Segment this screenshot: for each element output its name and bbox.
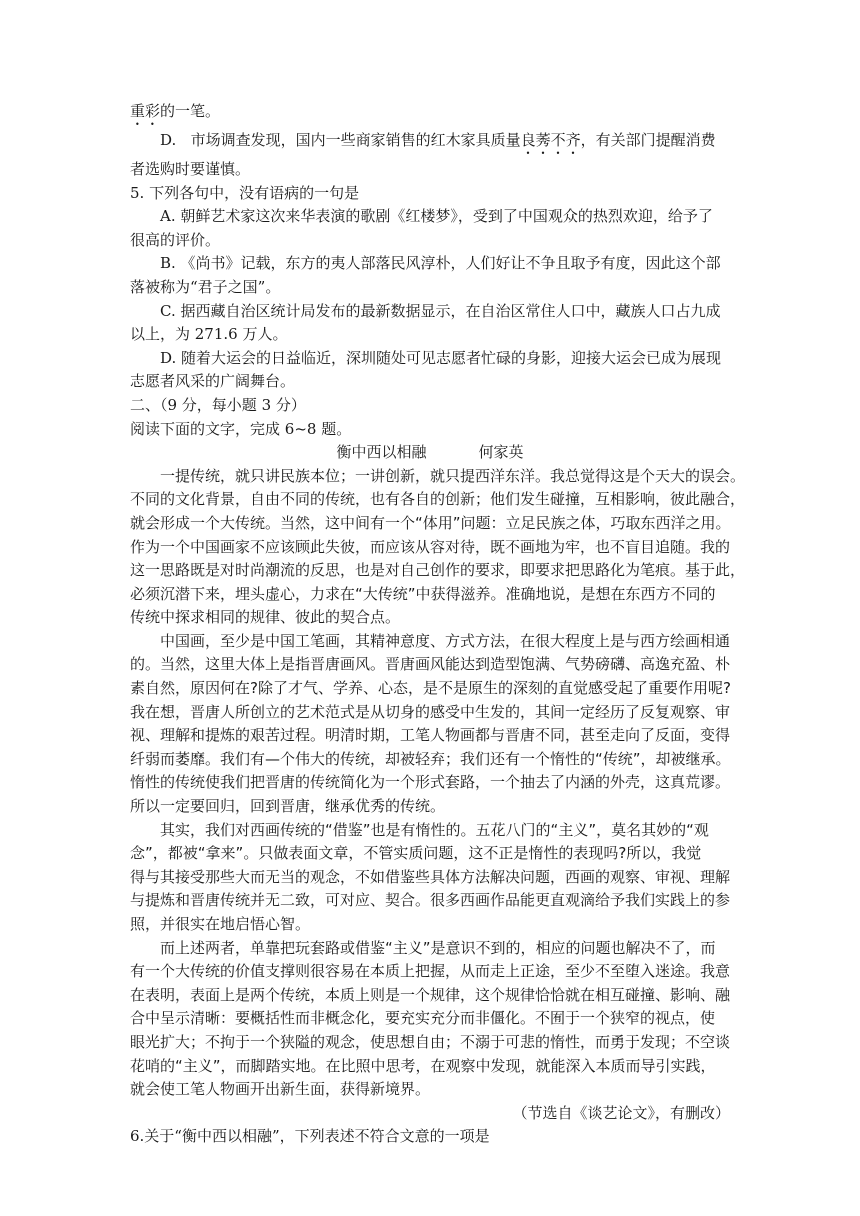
- q4-tail-line: [130, 100, 730, 129]
- q5-option-c-cont: 以上，为 271.6 万人。: [130, 325, 288, 344]
- q5-stem: 5. 下列各句中，没有语病的一句是: [130, 183, 360, 202]
- paragraph-line: 照，并很实在地启悟心智。: [130, 915, 311, 933]
- paragraph-line: 念”，都被“拿来”。只做表面文章，不管实质问题，这不正是惰性的表现吗?所以，我觉: [130, 844, 702, 863]
- paragraph-line: 就会使工笔人物画开出新生面，获得新境界。: [130, 1080, 431, 1099]
- q4-option-d: [130, 129, 730, 158]
- paragraph-line: 所以一定要回归，回到晋唐，继承优秀的传统。: [130, 797, 446, 816]
- section-instruction: 阅读下面的文字，完成 6~8 题。: [130, 419, 352, 438]
- paragraph-line: 视、理解和提炼的艰苦过程。明清时期，工笔人物画都与晋唐不同，甚至走向了反面，变得: [130, 726, 731, 745]
- paragraph-line: 的。当然，这里大体上是指晋唐画风。晋唐画风能达到造型饱满、气势磅礴、高逸充盈、朴: [130, 655, 731, 674]
- text: ，有关部门提醒消费: [580, 131, 716, 149]
- q5-option-a-cont: 很高的评价。: [130, 230, 221, 249]
- text: 的一笔。: [160, 102, 221, 120]
- article-source: （节选自《谈艺论文》，有删改）: [512, 1103, 730, 1122]
- paragraph-line: 眼光扩大；不拘于一个狭隘的观念，使思想自由；不溺于可悲的惰性，而勇于发现；不空谈: [130, 1032, 731, 1051]
- q6-stem: 6.关于“衡中西以相融”，下列表述不符合文意的一项是: [130, 1127, 490, 1146]
- q5-option-a: A. 朝鲜艺术家这次来华表演的歌剧《红楼梦》，受到了中国观众的热烈欢迎，给予了: [160, 207, 713, 226]
- q5-option-d: D. 随着大运会的日益临近，深圳随处可见志愿者忙碌的身影，迎接大运会已成为展现: [160, 348, 722, 367]
- article-heading: [130, 441, 730, 465]
- article-author: 何家英: [478, 443, 524, 462]
- paragraph-line: 合中呈示清晰：要概括性而非概念化，要充实充分而非僵化。不囿于一个狭窄的视点，使: [130, 1009, 716, 1028]
- q5-option-b-cont: 落被称为“君子之国”。: [130, 277, 281, 296]
- paragraph-line: 在表明，表面上是两个传统，本质上则是一个规律，这个规律恰恰就在相互碰撞、影响、融: [130, 985, 731, 1004]
- article-title: 衡中西以相融: [336, 443, 427, 462]
- q4-option-d-cont: 者选购时要谨慎。: [130, 160, 251, 178]
- paragraph-line: 传统中探求相同的规律、彼此的契合点。: [130, 608, 401, 627]
- q5-option-c: C. 据西藏自治区统计局发布的最新数据显示，在自治区常住人口中，藏族人口占九成: [160, 301, 721, 320]
- paragraph-line: 纤弱而萎靡。我们有—个伟大的传统，却被轻弃；我们还有一个惰性的“传统”，却被继承。: [130, 749, 731, 768]
- dotted-word: 重彩: [130, 102, 161, 120]
- paragraph-line: 这一思路既是对时尚潮流的反思，也是对自己创作的要求，即要求把思路化为笔痕。基于此，: [130, 561, 746, 580]
- paragraph-line: 必须沉潜下来，埋头虚心，力求在“大传统”中获得滋养。准确地说，是想在东西方不同的: [130, 584, 716, 603]
- paragraph-line: 一提传统，就只讲民族本位；一讲创新，就只提西洋东洋。我总觉得这是个天大的误会。: [160, 466, 746, 485]
- paragraph-line: 不同的文化背景，自由不同的传统，也有各自的创新；他们发生碰撞，互相影响，彼此融合，: [130, 490, 746, 509]
- paragraph-line: 其实，我们对西画传统的“借鉴”也是有惰性的。五花八门的“主义”，莫名其妙的“观: [160, 820, 709, 839]
- exam-page: [130, 100, 746, 1149]
- paragraph-line: 作为一个中国画家不应该顾此失彼，而应该从容对待，既不画地为牢，也不盲目追随。我的: [130, 537, 731, 556]
- section-header: 二、（9 分，每小题 3 分）: [130, 395, 306, 414]
- q5-option-d-cont: 志愿者风采的广阔舞台。: [130, 372, 296, 391]
- paragraph-line: 我在想，晋唐人所创立的艺术范式是从切身的感受中生发的，其间一定经历了反复观察、审: [130, 702, 731, 721]
- q5-option-b: B. 《尚书》记载，东方的夷人部落民风淳朴，人们好让不争且取予有度，因此这个部: [160, 254, 721, 273]
- paragraph-line: 惰性的传统使我们把晋唐的传统简化为一个形式套路，一个抽去了内涵的外壳，这真荒谬。: [130, 773, 731, 792]
- paragraph-line: 有一个大传统的价值支撑则很容易在本质上把握，从而走上正途，至少不至堕入迷途。我意: [130, 962, 731, 981]
- article-body: [130, 465, 746, 1102]
- dotted-word: 良莠不齐: [520, 131, 581, 149]
- paragraph-line: 得与其接受那些大而无当的观念，不如借鉴些具体方法解决问题，西画的观察、审视、理解: [130, 867, 731, 886]
- paragraph-line: 中国画，至少是中国工笔画，其精神意度、方式方法，在很大程度上是与西方绘画相通: [160, 631, 731, 650]
- paragraph-line: 素自然，原因何在?除了才气、学养、心态，是不是原生的深刻的直觉感受起了重要作用呢?: [130, 679, 731, 698]
- paragraph-line: 就会形成一个大传统。当然，这中间有一个“体用”问题：立足民族之体，巧取东西洋之用。: [130, 513, 731, 532]
- text: 市场调查发现，国内一些商家销售的红木家具质量: [190, 131, 521, 149]
- option-label: D.: [160, 131, 177, 149]
- paragraph-line: 与提炼和晋唐传统并无二致，可对应、契合。很多西画作品能更直观滴给予我们实践上的参: [130, 891, 731, 910]
- paragraph-line: 花哨的“主义”，而脚踏实地。在比照中思考，在观察中发现，就能深入本质而导引实践，: [130, 1056, 716, 1075]
- paragraph-line: 而上述两者，单靠把玩套路或借鉴“主义”是意识不到的，相应的问题也解决不了，而: [160, 938, 716, 957]
